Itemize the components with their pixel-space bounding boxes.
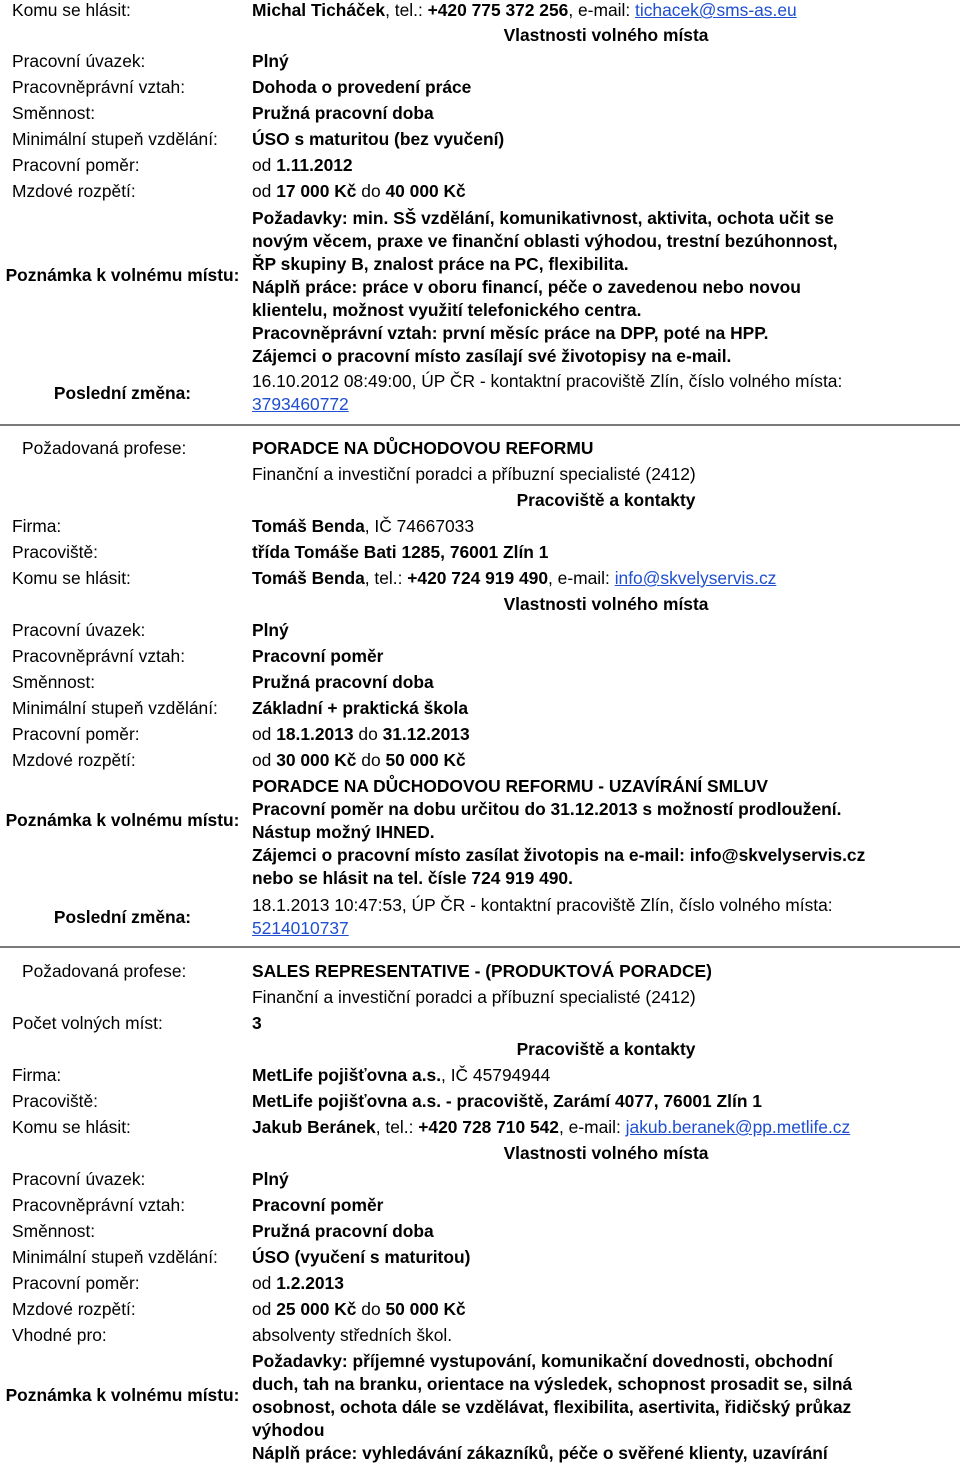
contact-label: Komu se hlásit: bbox=[12, 1117, 131, 1137]
profession-value: PORADCE NA DŮCHODOVOU REFORMU bbox=[252, 438, 594, 458]
last-change-line: 18.1.2013 10:47:53, ÚP ČR - kontaktní pracoviště Zlín, číslo volného místa: bbox=[252, 895, 833, 915]
relation-row bbox=[0, 74, 960, 100]
relation-label: Pracovněprávní vztah: bbox=[12, 646, 186, 666]
section-title: Vlastnosti volného místa bbox=[503, 25, 709, 45]
employment-value bbox=[252, 721, 470, 747]
workload-value: Plný bbox=[252, 51, 289, 71]
section-heading bbox=[0, 487, 960, 513]
workplace-label: Pracoviště: bbox=[12, 542, 99, 562]
shift-value: Pružná pracovní doba bbox=[252, 1221, 434, 1241]
category-row bbox=[0, 984, 960, 1010]
contact-name: Tomáš Benda bbox=[252, 568, 365, 588]
email-label: , e-mail: bbox=[568, 0, 636, 20]
workload-label: Pracovní úvazek: bbox=[12, 1169, 146, 1189]
employment-row bbox=[0, 152, 960, 178]
note-line: duch, tah na branku, orientace na výsledek, schopnost prosadit se, silná bbox=[252, 1374, 853, 1394]
education-row bbox=[0, 1244, 960, 1270]
workload-label: Pracovní úvazek: bbox=[12, 51, 146, 71]
relation-row bbox=[0, 1192, 960, 1218]
education-label: Minimální stupeň vzdělání: bbox=[12, 1247, 218, 1267]
relation-label: Pracovněprávní vztah: bbox=[12, 77, 186, 97]
contact-label: Komu se hlásit: bbox=[12, 0, 131, 20]
contact-email-link[interactable]: jakub.beranek@pp.metlife.cz bbox=[625, 1117, 851, 1137]
profession-row bbox=[0, 435, 960, 461]
contact-email-link[interactable]: info@skvelyservis.cz bbox=[614, 568, 777, 588]
shift-row bbox=[0, 1218, 960, 1244]
salary-label: Mzdové rozpětí: bbox=[12, 1299, 136, 1319]
profession-label: Požadovaná profese: bbox=[22, 438, 187, 458]
company-label: Firma: bbox=[12, 1065, 62, 1085]
note-line: Pracovní poměr na dobu určitou do 31.12.2013 s možností prodloužení. bbox=[252, 799, 842, 819]
salary-value bbox=[252, 1296, 466, 1322]
salary-from: 30 000 Kč bbox=[276, 750, 357, 770]
last-change-text bbox=[252, 370, 958, 416]
workplace-value: třída Tomáše Bati 1285, 76001 Zlín 1 bbox=[252, 542, 549, 562]
employment-label: Pracovní poměr: bbox=[12, 724, 140, 744]
divider bbox=[0, 424, 960, 426]
employment-value bbox=[252, 152, 353, 178]
note-line: klientelu, možnost využití telefonického centra. bbox=[252, 300, 642, 320]
salary-value bbox=[252, 747, 466, 773]
category-value: Finanční a investiční poradci a příbuzní specialisté (2412) bbox=[252, 464, 696, 484]
education-value: ÚSO s maturitou (bez vyučení) bbox=[252, 129, 505, 149]
to-label: do bbox=[356, 1299, 386, 1319]
note-line: Zájemci o pracovní místo zasílat životopis na e-mail: info@skvelyservis.cz bbox=[252, 845, 866, 865]
note-text bbox=[252, 207, 958, 368]
category-row bbox=[0, 461, 960, 487]
vacancies-value: 3 bbox=[252, 1013, 262, 1033]
salary-value bbox=[252, 178, 466, 204]
relation-label: Pracovněprávní vztah: bbox=[12, 1195, 186, 1215]
from-label: od bbox=[252, 750, 277, 770]
last-change-label: Poslední změna: bbox=[53, 383, 192, 403]
relation-value: Pracovní poměr bbox=[252, 1195, 384, 1215]
salary-to: 40 000 Kč bbox=[385, 181, 466, 201]
note-line: Nástup možný IHNED. bbox=[252, 822, 435, 842]
workplace-row bbox=[0, 1088, 960, 1114]
salary-to: 50 000 Kč bbox=[385, 1299, 466, 1319]
company-value bbox=[252, 513, 474, 539]
salary-label: Mzdové rozpětí: bbox=[12, 181, 136, 201]
contact-row bbox=[0, 565, 960, 591]
note-line: nebo se hlásit na tel. čísle 724 919 490. bbox=[252, 868, 573, 888]
company-ic: , IČ 74667033 bbox=[364, 516, 475, 536]
vacancies-row bbox=[0, 1010, 960, 1036]
section-title: Vlastnosti volného místa bbox=[503, 594, 709, 614]
workplace-label: Pracoviště: bbox=[12, 1091, 99, 1111]
education-value: ÚSO (vyučení s maturitou) bbox=[252, 1247, 471, 1267]
company-ic: , IČ 45794944 bbox=[441, 1065, 551, 1085]
contact-phone: +420 728 710 542 bbox=[418, 1117, 559, 1137]
employment-label: Pracovní poměr: bbox=[12, 1273, 140, 1293]
last-change-line: 16.10.2012 08:49:00, ÚP ČR - kontaktní pracoviště Zlín, číslo volného místa: bbox=[252, 371, 843, 391]
note-line: ŘP skupiny B, znalost práce na PC, flexibilita. bbox=[252, 254, 629, 274]
to-date: 31.12.2013 bbox=[382, 724, 470, 744]
shift-row bbox=[0, 100, 960, 126]
contact-label: Komu se hlásit: bbox=[12, 568, 131, 588]
suitable-label: Vhodné pro: bbox=[12, 1325, 107, 1345]
note-line: PORADCE NA DŮCHODOVOU REFORMU - UZAVÍRÁNÍ SMLUV bbox=[252, 776, 768, 796]
shift-label: Směnnost: bbox=[12, 1221, 96, 1241]
contact-value bbox=[252, 565, 776, 591]
education-label: Minimální stupeň vzdělání: bbox=[12, 698, 218, 718]
note-line: Požadavky: příjemné vystupování, komunikační dovednosti, obchodní bbox=[252, 1351, 833, 1371]
note-line: osobnost, ochota dále se vzdělávat, flexibilita, asertivita, řidičský průkaz bbox=[252, 1397, 852, 1417]
from-label: od bbox=[252, 181, 277, 201]
from-date: 18.1.2013 bbox=[276, 724, 354, 744]
section-heading bbox=[0, 1036, 960, 1062]
education-row bbox=[0, 695, 960, 721]
shift-value: Pružná pracovní doba bbox=[252, 672, 434, 692]
relation-value: Pracovní poměr bbox=[252, 646, 384, 666]
to-label: do bbox=[353, 724, 383, 744]
company-row bbox=[0, 1062, 960, 1088]
last-change-label: Poslední změna: bbox=[53, 907, 192, 927]
shift-value: Pružná pracovní doba bbox=[252, 103, 434, 123]
from-label: od bbox=[252, 724, 277, 744]
shift-row bbox=[0, 669, 960, 695]
vacancy-number-link[interactable]: 3793460772 bbox=[252, 394, 349, 414]
contact-email-link[interactable]: tichacek@sms-as.eu bbox=[635, 0, 797, 20]
workload-label: Pracovní úvazek: bbox=[12, 620, 146, 640]
salary-label: Mzdové rozpětí: bbox=[12, 750, 136, 770]
employment-row bbox=[0, 721, 960, 747]
from-label: od bbox=[252, 1299, 277, 1319]
note-line: Požadavky: min. SŠ vzdělání, komunikativnost, aktivita, ochota učit se bbox=[252, 208, 834, 228]
last-change-text bbox=[252, 894, 958, 940]
email-label: , e-mail: bbox=[548, 568, 615, 588]
category-value: Finanční a investiční poradci a příbuzní specialisté (2412) bbox=[252, 987, 696, 1007]
to-label: do bbox=[356, 181, 386, 201]
note-line: Zájemci o pracovní místo zasílají své životopisy na e-mail. bbox=[252, 346, 732, 366]
salary-row bbox=[0, 178, 960, 204]
section-heading bbox=[0, 22, 960, 48]
section-heading bbox=[0, 1140, 960, 1166]
relation-row bbox=[0, 643, 960, 669]
note-line: Náplň práce: práce v oboru financí, péče o zavedenou nebo novou bbox=[252, 277, 801, 297]
workplace-value: MetLife pojišťovna a.s. - pracoviště, Zarámí 4077, 76001 Zlín 1 bbox=[252, 1091, 762, 1111]
contact-name: Jakub Beránek bbox=[252, 1117, 376, 1137]
workplace-row bbox=[0, 539, 960, 565]
note-line: Náplň práce: vyhledávání zákazníků, péče o svěřené klienty, uzavírání bbox=[252, 1443, 828, 1463]
employment-row bbox=[0, 1270, 960, 1296]
note-line: Pracovněprávní vztah: první měsíc práce na DPP, poté na HPP. bbox=[252, 323, 769, 343]
salary-from: 25 000 Kč bbox=[276, 1299, 357, 1319]
education-label: Minimální stupeň vzdělání: bbox=[12, 129, 218, 149]
salary-row bbox=[0, 747, 960, 773]
suitable-row bbox=[0, 1322, 960, 1348]
contact-name: Michal Ticháček bbox=[252, 0, 386, 20]
salary-from: 17 000 Kč bbox=[276, 181, 357, 201]
note-line: novým věcem, praxe ve finanční oblasti výhodou, trestní bezúhonnost, bbox=[252, 231, 838, 251]
from-label: od bbox=[252, 155, 277, 175]
company-label: Firma: bbox=[12, 516, 62, 536]
from-date: 1.11.2012 bbox=[276, 155, 353, 175]
workload-row bbox=[0, 617, 960, 643]
contact-phone: +420 775 372 256 bbox=[427, 0, 569, 20]
profession-row bbox=[0, 958, 960, 984]
divider bbox=[0, 946, 960, 948]
tel-label: , tel.: bbox=[364, 568, 408, 588]
suitable-value: absolventy středních škol. bbox=[252, 1325, 453, 1345]
to-label: do bbox=[356, 750, 386, 770]
from-label: od bbox=[252, 1273, 277, 1293]
section-title: Pracoviště a kontakty bbox=[516, 490, 696, 510]
employment-value bbox=[252, 1270, 344, 1296]
section-heading bbox=[0, 591, 960, 617]
tel-label: , tel.: bbox=[385, 0, 428, 20]
company-name: MetLife pojišťovna a.s. bbox=[252, 1065, 442, 1085]
company-row bbox=[0, 513, 960, 539]
contact-value bbox=[252, 1114, 850, 1140]
note-line: výhodou bbox=[252, 1420, 325, 1440]
from-date: 1.2.2013 bbox=[276, 1273, 344, 1293]
tel-label: , tel.: bbox=[375, 1117, 419, 1137]
workload-row bbox=[0, 1166, 960, 1192]
employment-label: Pracovní poměr: bbox=[12, 155, 140, 175]
email-label: , e-mail: bbox=[558, 1117, 626, 1137]
education-row bbox=[0, 126, 960, 152]
section-title: Pracoviště a kontakty bbox=[516, 1039, 696, 1059]
relation-value: Dohoda o provedení práce bbox=[252, 77, 472, 97]
company-value bbox=[252, 1062, 550, 1088]
profession-label: Požadovaná profese: bbox=[22, 961, 187, 981]
workload-row bbox=[0, 48, 960, 74]
education-value: Základní + praktická škola bbox=[252, 698, 469, 718]
note-label: Poznámka k volnému místu: bbox=[5, 1385, 240, 1405]
contact-row bbox=[0, 0, 960, 23]
company-name: Tomáš Benda bbox=[252, 516, 365, 536]
contact-value bbox=[252, 0, 797, 23]
profession-value: SALES REPRESENTATIVE - (PRODUKTOVÁ PORADCE) bbox=[252, 961, 712, 981]
vacancy-number-link[interactable]: 5214010737 bbox=[252, 918, 349, 938]
salary-to: 50 000 Kč bbox=[385, 750, 466, 770]
note-label: Poznámka k volnému místu: bbox=[5, 265, 240, 285]
salary-row bbox=[0, 1296, 960, 1322]
note-label: Poznámka k volnému místu: bbox=[5, 810, 240, 830]
workload-value: Plný bbox=[252, 1169, 289, 1189]
note-text bbox=[252, 775, 958, 890]
section-title: Vlastnosti volného místa bbox=[503, 1143, 709, 1163]
vacancies-label: Počet volných míst: bbox=[12, 1013, 163, 1033]
shift-label: Směnnost: bbox=[12, 103, 96, 123]
workload-value: Plný bbox=[252, 620, 289, 640]
shift-label: Směnnost: bbox=[12, 672, 96, 692]
note-text bbox=[252, 1350, 958, 1465]
contact-phone: +420 724 919 490 bbox=[407, 568, 548, 588]
contact-row bbox=[0, 1114, 960, 1140]
